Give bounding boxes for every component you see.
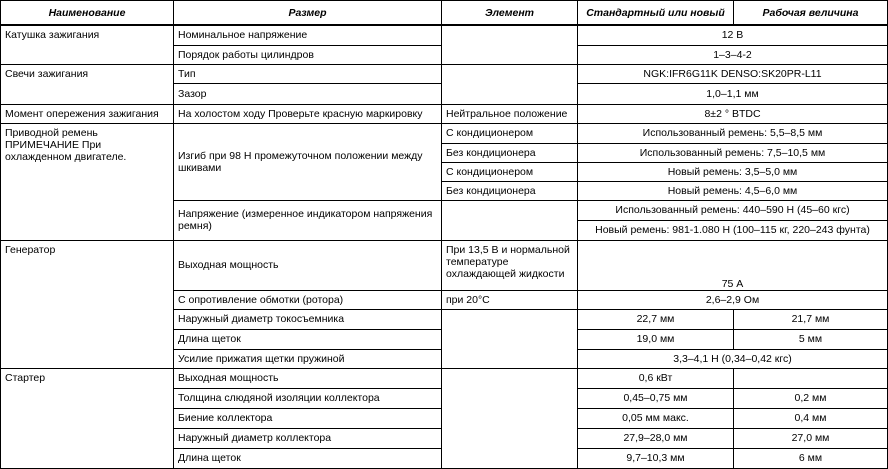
slip-ring-standard: 22,7 мм [578, 309, 734, 329]
table-row [1, 368, 888, 388]
mica-standard: 0,45–0,75 мм [578, 388, 734, 408]
drive-belt-name: Приводной ремень ПРИМЕЧАНИЕ При охлажденном двигателе. [1, 123, 174, 240]
header-element: Элемент [442, 1, 578, 26]
belt-element-4: Без кондиционера [442, 181, 578, 200]
generator-resistance-element: при 20°С [442, 290, 578, 309]
belt-deflection-label: Изгиб при 98 Н промежуточном положении между шкивами [174, 123, 442, 200]
generator-output-element: При 13,5 В и нормальной температуре охлаждающей жидкости [442, 240, 578, 290]
starter-output-standard: 0,6 кВт [578, 368, 734, 388]
mica-label: Толщина слюдяной изоляции коллектора [174, 388, 442, 408]
runout-working: 0,4 мм [734, 408, 888, 428]
table-row [1, 25, 888, 45]
belt-value-3: Новый ремень: 3,5–5,0 мм [578, 162, 888, 181]
firing-order-label: Порядок работы цилиндров [174, 45, 442, 64]
slip-ring-label: Наружный диаметр токосъемника [174, 309, 442, 329]
timing-size: На холостом ходу Проверьте красную маркировку [174, 104, 442, 123]
starter-brush-length-standard: 9,7–10,3 мм [578, 448, 734, 468]
belt-element-3: С кондиционером [442, 162, 578, 181]
brush-force-label: Усилие прижатия щетки пружиной [174, 349, 442, 368]
spark-plug-type-label: Тип [174, 64, 442, 83]
generator-resistance-value: 2,6–2,9 Ом [578, 290, 888, 309]
table-row [1, 64, 888, 83]
starter-output-label: Выходная мощность [174, 368, 442, 388]
rated-voltage-label: Номинальное напряжение [174, 25, 442, 45]
generator-output-label: Выходная мощность [174, 240, 442, 290]
rated-voltage-value: 12 В [578, 25, 888, 45]
runout-standard: 0,05 мм макс. [578, 408, 734, 428]
ignition-coil-name: Катушка зажигания [1, 25, 174, 64]
starter-brush-length-label: Длина щеток [174, 448, 442, 468]
commutator-label: Наружный диаметр коллектора [174, 428, 442, 448]
commutator-standard: 27,9–28,0 мм [578, 428, 734, 448]
ignition-coil-element-empty [442, 25, 578, 64]
generator-element-empty [442, 309, 578, 368]
gen-brush-length-standard: 19,0 мм [578, 329, 734, 349]
spark-plug-gap-value: 1,0–1,1 мм [578, 83, 888, 104]
starter-element-empty [442, 368, 578, 468]
commutator-working: 27,0 мм [734, 428, 888, 448]
belt-value-1: Использованный ремень: 5,5–8,5 мм [578, 123, 888, 143]
gen-brush-length-working: 5 мм [734, 329, 888, 349]
belt-value-2: Использованный ремень: 7,5–10,5 мм [578, 143, 888, 162]
belt-element-1: С кондиционером [442, 123, 578, 143]
spark-plugs-name: Свечи зажигания [1, 64, 174, 104]
table-row [1, 104, 888, 123]
generator-output-value: 75 А [578, 240, 888, 290]
header-row [1, 1, 888, 26]
table-row [1, 240, 888, 290]
slip-ring-working: 21,7 мм [734, 309, 888, 329]
header-working: Рабочая величина [734, 1, 888, 26]
belt-element-2: Без кондиционера [442, 143, 578, 162]
header-name: Наименование [1, 1, 174, 26]
belt-tension-element-empty [442, 200, 578, 240]
runout-label: Биение коллектора [174, 408, 442, 428]
generator-name: Генератор [1, 240, 174, 368]
belt-tension-new: Новый ремень: 981-1.080 Н (100–115 кг, 220–243 фунта) [578, 220, 888, 240]
gen-brush-length-label: Длина щеток [174, 329, 442, 349]
header-standard: Стандартный или новый [578, 1, 734, 26]
belt-value-4: Новый ремень: 4,5–6,0 мм [578, 181, 888, 200]
brush-force-value: 3,3–4,1 Н (0,34–0,42 кгс) [578, 349, 888, 368]
timing-value: 8±2 ° BTDC [578, 104, 888, 123]
starter-brush-length-working: 6 мм [734, 448, 888, 468]
starter-name: Стартер [1, 368, 174, 468]
table-row [1, 123, 888, 143]
spark-plugs-element-empty [442, 64, 578, 104]
timing-element: Нейтральное положение [442, 104, 578, 123]
spark-plug-type-value: NGK:IFR6G11K DENSO:SK20PR-L11 [578, 64, 888, 83]
firing-order-value: 1–3–4-2 [578, 45, 888, 64]
generator-resistance-label: С опротивление обмотки (ротора) [174, 290, 442, 309]
belt-tension-label: Напряжение (измеренное индикатором напряжения ремня) [174, 200, 442, 240]
timing-name: Момент опережения зажигания [1, 104, 174, 123]
spark-plug-gap-label: Зазор [174, 83, 442, 104]
header-size: Размер [174, 1, 442, 26]
mica-working: 0,2 мм [734, 388, 888, 408]
belt-tension-used: Использованный ремень: 440–590 Н (45–60 кгс) [578, 200, 888, 220]
starter-output-working-empty [734, 368, 888, 388]
